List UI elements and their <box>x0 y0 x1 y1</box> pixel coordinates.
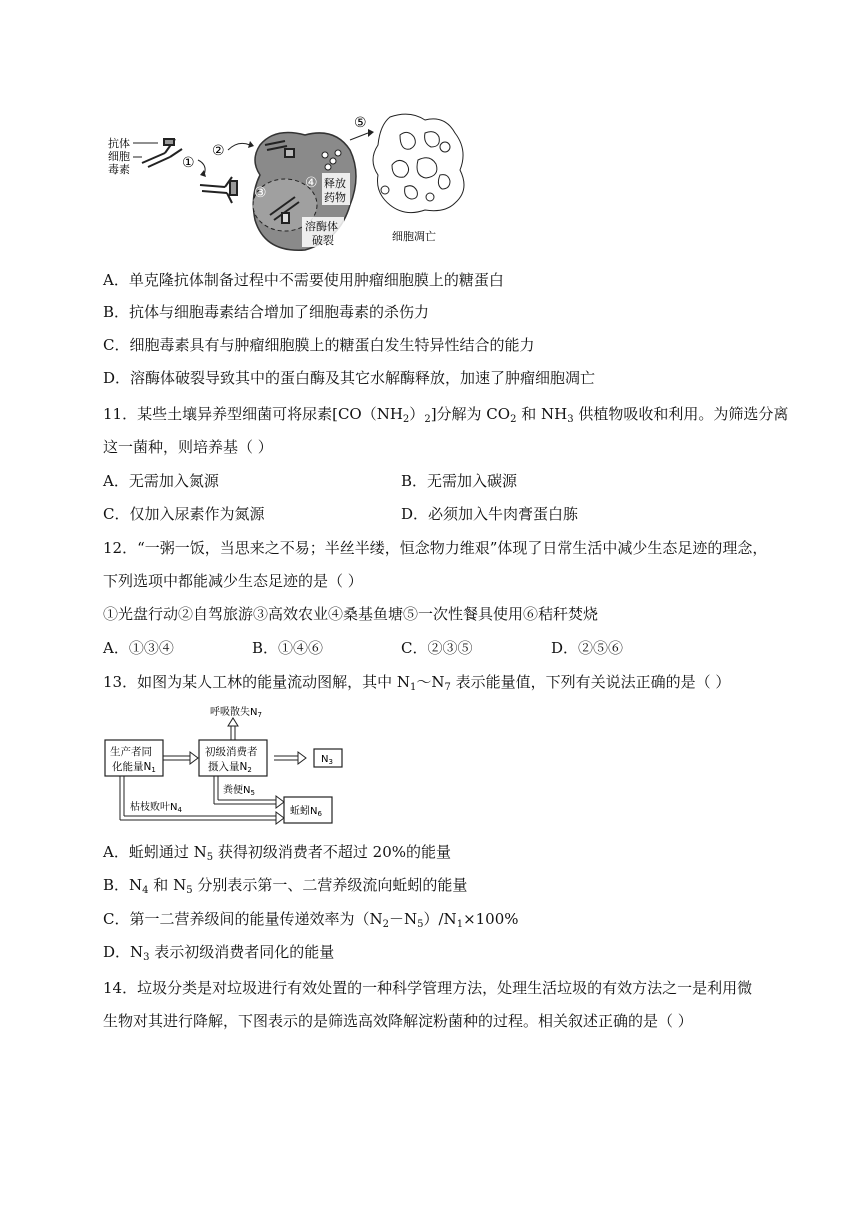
respiration-label-sub: 7 <box>257 711 262 719</box>
q13-stem <box>103 672 730 692</box>
q14-stem-line-1: 14．垃圾分类是对垃圾进行有效处置的一种科学管理方法，处理生活垃圾的有效方法之一是利用微 <box>103 979 753 997</box>
adc-mechanism-diagram <box>100 105 500 265</box>
q13-option-d-part-1: D．N <box>103 943 144 961</box>
q13-option-b-sub-1: 4 <box>142 885 149 896</box>
feces-label-sub: 5 <box>250 789 255 797</box>
q11-stem-part-1: 11．某些土壤异养型细菌可将尿素[CO（NH <box>103 405 403 423</box>
consumer-label-1: 初级消费者 <box>205 746 258 758</box>
producer-label-2-sub: 1 <box>151 766 156 774</box>
q10-option-d: D．溶酶体破裂导致其中的蛋白酶及其它水解酶释放，加速了肿瘤细胞凋亡 <box>103 369 596 387</box>
producer-label-2 <box>112 760 156 774</box>
q13-option-c-sub-1: 2 <box>382 919 389 930</box>
energy-flow-diagram <box>100 702 360 828</box>
step-2-label: ② <box>212 143 225 159</box>
label-toxin-1: 细胞 <box>108 150 130 163</box>
q11-stem-part-2: ） <box>409 405 425 423</box>
q12-option-d: D．②⑤⑥ <box>551 639 624 657</box>
q13-option-c-sub-2: 5 <box>417 919 424 930</box>
consumer-label-2-main: 摄入量N <box>208 761 248 773</box>
feces-label-main: 粪便N <box>223 785 251 796</box>
q12-option-b: B．①④⑥ <box>252 639 324 657</box>
q12-stem-line-1: 12．“一粥一饭，当思来之不易；半丝半缕，恒念物力维艰”体现了日常生活中减少生态足迹的理念， <box>103 539 768 557</box>
q11-stem-sub-3: 2 <box>510 414 517 425</box>
q13-stem-part-2: ～N <box>416 673 445 691</box>
q11-stem-part-5: 供植物吸收和利用。为筛选分离 <box>573 405 789 423</box>
q13-option-b-part-2: 和 N <box>148 876 187 894</box>
consumer-label-2-sub: 2 <box>247 766 252 774</box>
q13-stem-part-1: 13．如图为某人工林的能量流动图解，其中 N <box>103 673 410 691</box>
q11-option-c: C．仅加入尿素作为氮源 <box>103 505 265 523</box>
label-antibody: 抗体 <box>108 137 130 150</box>
q13-stem-sub-2: 7 <box>444 682 451 693</box>
q13-option-c-part-3: ）/N <box>423 910 457 928</box>
release-label-1: 释放 <box>324 177 346 190</box>
q14-stem-line-2: 生物对其进行降解，下图表示的是筛选高效降解淀粉菌种的过程。相关叙述正确的是（ ） <box>103 1012 693 1030</box>
q13-option-b-part-3: 分别表示第一、二营养级流向蚯蚓的能量 <box>192 876 468 894</box>
q11-stem-part-4: 和 NH <box>516 405 568 423</box>
q13-option-d-sub: 3 <box>143 952 150 963</box>
q11-option-d: D．必须加入牛肉膏蛋白胨 <box>401 505 579 523</box>
q13-option-c-part-4: ×100% <box>463 910 519 928</box>
q10-option-c: C．细胞毒素具有与肿瘤细胞膜上的糖蛋白发生特异性结合的能力 <box>103 336 535 354</box>
q13-stem-part-3: 表示能量值，下列有关说法正确的是（ ） <box>450 673 731 691</box>
q10-option-a: A．单克隆抗体制备过程中不需要使用肿瘤细胞膜上的糖蛋白 <box>103 271 504 289</box>
earthworm-label-sub: 6 <box>317 810 322 818</box>
q13-option-c <box>103 909 519 929</box>
q13-option-d-part-2: 表示初级消费者同化的能量 <box>149 943 335 961</box>
q13-option-a-part-2: 获得初级消费者不超过 20%的能量 <box>213 843 451 861</box>
q13-option-c-part-1: C．第一二营养级间的能量传递效率为（N <box>103 910 383 928</box>
q13-option-b-part-1: B．N <box>103 876 143 894</box>
antibody-bound-icon <box>200 177 237 203</box>
release-label-2: 药物 <box>324 191 346 204</box>
step-1-label: ① <box>182 155 195 171</box>
earthworm-label-main: 蚯蚓N <box>290 806 318 817</box>
litter-label-main: 枯枝败叶N <box>130 802 178 813</box>
feces-label <box>223 783 255 797</box>
consumer-label-2 <box>208 760 252 774</box>
q13-option-a-part-1: A．蚯蚓通过 N <box>103 843 207 861</box>
label-toxin-2: 毒素 <box>108 163 130 176</box>
respiration-label-main: 呼吸散失N <box>210 707 258 718</box>
step-5-label: ⑤ <box>354 115 367 131</box>
q13-option-a-sub: 5 <box>206 852 214 863</box>
producer-label-1: 生产者同 <box>110 746 152 758</box>
lysosome-label-2: 破裂 <box>312 234 334 247</box>
step-4-label: ④ <box>305 175 318 191</box>
q13-option-b-sub-2: 5 <box>186 885 193 896</box>
q12-option-c: C．②③⑤ <box>401 639 473 657</box>
producer-label-2-main: 化能量N <box>112 761 152 773</box>
q12-option-a: A．①③④ <box>103 639 174 657</box>
q11-stem-part-3: ]分解为 CO <box>430 405 511 423</box>
q12-stem-line-2: 下列选项中都能减少生态足迹的是（ ） <box>103 572 363 590</box>
q13-option-c-part-2: －N <box>388 910 418 928</box>
q11-option-b: B．无需加入碳源 <box>401 472 518 490</box>
q13-option-b <box>103 875 467 895</box>
q11-stem-line-2: 这一菌种，则培养基（ ） <box>103 438 273 456</box>
q11-option-a: A．无需加入氮源 <box>103 472 219 490</box>
q11-stem-line-1 <box>103 404 788 424</box>
n3-label-main: N <box>321 754 329 765</box>
q11-stem-sub-2: 2 <box>424 414 431 425</box>
q12-items: ①光盘行动②自驾旅游③高效农业④桑基鱼塘⑤一次性餐具使用⑥秸秆焚烧 <box>103 605 599 623</box>
q11-stem-sub-4: 3 <box>567 414 574 425</box>
q13-option-d <box>103 942 334 962</box>
q11-stem-sub-1: 2 <box>402 414 410 425</box>
apoptosis-label: 细胞凋亡 <box>392 230 436 243</box>
lysosome-label-1: 溶酶体 <box>305 220 338 233</box>
step-3-label: ③ <box>254 185 267 201</box>
litter-label <box>130 800 182 814</box>
respiration-label <box>210 705 262 719</box>
litter-label-sub: 4 <box>177 806 182 814</box>
q13-option-c-sub-3: 1 <box>456 919 464 930</box>
q13-option-a <box>103 842 451 862</box>
q10-option-b: B．抗体与细胞毒素结合增加了细胞毒素的杀伤力 <box>103 303 430 321</box>
n3-label-sub: 3 <box>328 758 333 766</box>
q13-stem-sub-1: 1 <box>409 682 417 693</box>
